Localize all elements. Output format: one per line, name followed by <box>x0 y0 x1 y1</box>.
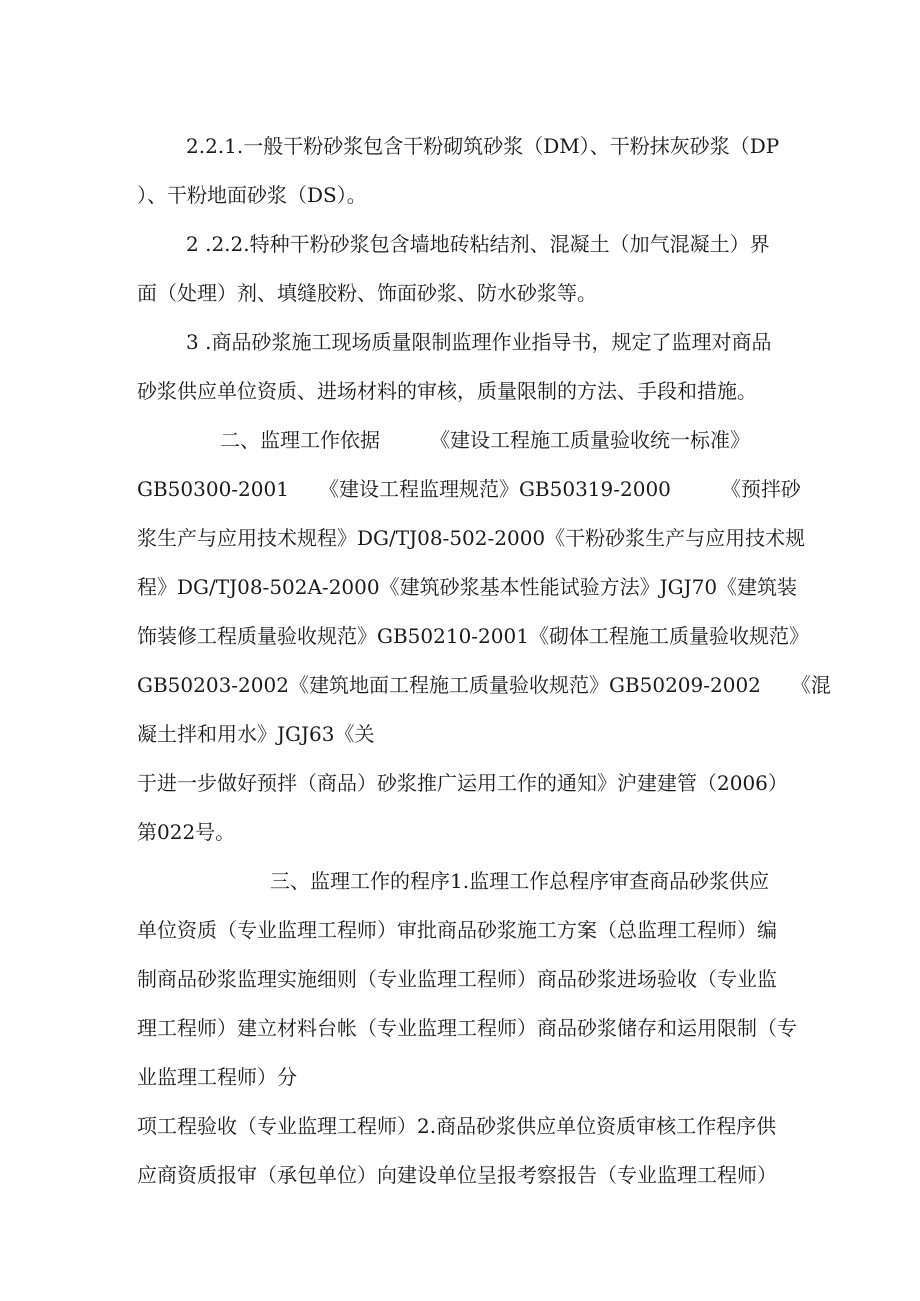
paragraph-3-line-1: 3 .商品砂浆施工现场质量限制监理作业指导书，规定了监理对商品 <box>186 330 772 354</box>
section-3-line-6: 项工程验收（专业监理工程师）2.商品砂浆供应单位资质审核工作程序供 <box>137 1114 777 1138</box>
section-3-line-3: 制商品砂浆监理实施细则（专业监理工程师）商品砂浆进场验收（专业监 <box>137 967 777 991</box>
section-2-line-3: 浆生产与应用技术规程》DG/TJ08-502-2000《干粉砂浆生产与应用技术规 <box>137 526 806 550</box>
section-2-line-7: 凝土拌和用水》JGJ63《关 <box>137 722 375 746</box>
section-3-line-2: 单位资质（专业监理工程师）审批商品砂浆施工方案（总监理工程师）编 <box>137 918 777 942</box>
section-2-line-4: 程》DG/TJ08-502A-2000《建筑砂浆基本性能试验方法》JGJ70《建筑装 <box>137 575 798 599</box>
section-2-line-9: 第022号。 <box>137 820 236 844</box>
paragraph-2-2-2-line-1: 2 .2.2.特种干粉砂浆包含墙地砖粘结剂、混凝土（加气混凝土）界 <box>186 232 770 256</box>
section-2-line-5: 饰装修工程质量验收规范》GB50210-2001《砌体工程施工质量验收规范》 <box>137 624 809 648</box>
paragraph-2-2-1-line-2: ）、干粉地面砂浆（DS）。 <box>137 183 367 207</box>
section-2-line-6: GB50203-2002《建筑地面工程施工质量验收规范》GB50209-2002 《混 <box>137 673 831 697</box>
section-3-line-7: 应商资质报审（承包单位）向建设单位呈报考察报告（专业监理工程师） <box>137 1163 777 1187</box>
section-2-line-2: GB50300-2001 《建设工程监理规范》GB50319-2000 《预拌砂 <box>137 477 801 501</box>
paragraph-3-line-2: 砂浆供应单位资质、进场材料的审核，质量限制的方法、手段和措施。 <box>137 379 757 403</box>
section-2-heading-line: 二、监理工作依据 《建设工程施工质量验收统一标准》 <box>220 428 750 452</box>
section-3-line-4: 理工程师）建立材料台帐（专业监理工程师）商品砂浆储存和运用限制（专 <box>137 1016 797 1040</box>
paragraph-2-2-2-line-2: 面（处理）剂、填缝胶粉、饰面砂浆、防水砂浆等。 <box>137 281 597 305</box>
section-3-heading-line: 三、监理工作的程序1.监理工作总程序审查商品砂浆供应 <box>270 869 770 893</box>
section-3-line-5: 业监理工程师）分 <box>137 1065 297 1089</box>
paragraph-2-2-1-line-1: 2.2.1.一般干粉砂浆包含干粉砌筑砂浆（DM）、干粉抹灰砂浆（DP <box>186 134 780 158</box>
section-2-line-8: 于进一步做好预拌（商品）砂浆推广运用工作的通知》沪建建管（2006） <box>137 771 788 795</box>
